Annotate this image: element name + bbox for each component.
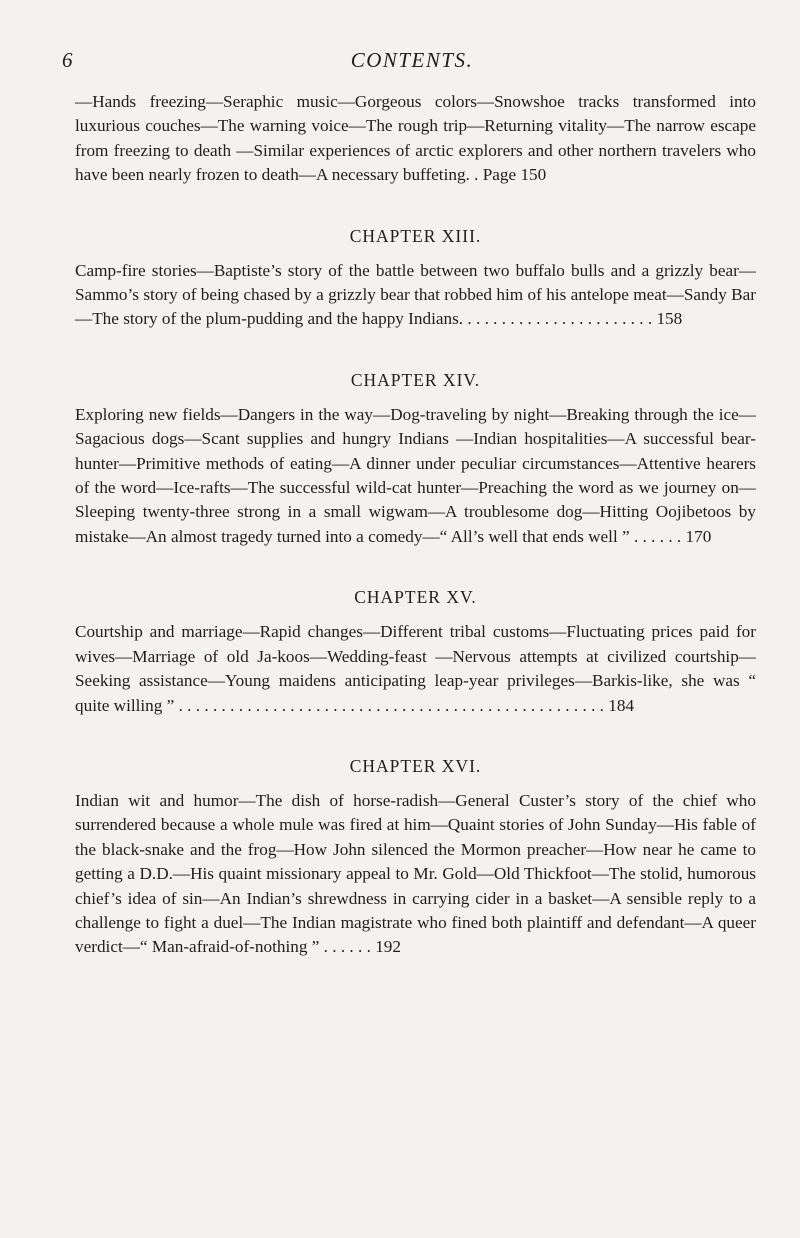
- chapter-heading: CHAPTER XIV.: [350, 369, 481, 390]
- entry-page-number: 170: [685, 526, 712, 546]
- chapter-summary: [75, 90, 756, 188]
- page-number: 6: [62, 48, 73, 72]
- chapter-entry-xiii: [75, 225, 756, 332]
- chapter-heading: CHAPTER XV.: [354, 587, 477, 608]
- summary-text: Camp-fire stories—Baptiste’s story of the battle between two buffalo bulls and a grizzly bear—Sammo’s story of being chased by a grizzly bear that robbed him of his antelope meat—Sandy Bar—The story of the plum-pudding and the happy Indians. . . . . . . . . . . . . . . . . . . . . . .: [75, 260, 756, 329]
- chapter-heading: CHAPTER XVI.: [349, 755, 482, 776]
- entry-page-number: 158: [656, 309, 683, 329]
- running-title: CONTENTS.: [350, 48, 474, 72]
- summary-text: Courtship and marriage—Rapid changes—Different tribal customs—Fluctuating prices paid for wives—Marriage of old Ja-koos—Wedding-feast —Nervous attempts at civilized courtship—Seeking assistance—Young maidens anticipating leap-year privileges—Barkis-like, she was “ quite willing ” . . . . . . . . . . . . . . . . . . . . . . . . . . . . . . . . . . . . . . . . . . . . . . . . . .: [75, 622, 756, 715]
- chapter-entry-xv: [75, 586, 756, 718]
- chapter-summary: [75, 403, 756, 549]
- page-header: [62, 48, 762, 78]
- summary-text: Exploring new fields—Dangers in the way—Dog-traveling by night—Breaking through the ice—Sagacious dogs—Scant supplies and hungry Indians —Indian hospitalities—A successful bear-hunter—Primitive methods of eating—A dinner under peculiar circumstances—Attentive hearers of the word—Ice-rafts—The successful wild-cat hunter—Preaching the word as we journey on—Sleeping twenty-three strong in a small wigwam—A troublesome dog—Hitting Oojibetoos by mistake—An almost tragedy turned into a comedy—“ All’s well that ends well ” . . . . . .: [75, 404, 756, 546]
- entry-page-number: 192: [375, 937, 401, 957]
- chapter-heading: CHAPTER XIII.: [349, 225, 482, 246]
- summary-text: —Hands freezing—Seraphic music—Gorgeous colors—Snowshoe tracks transformed into luxurious couches—The warning voice—The rough trip—Returning vitality—The narrow escape from freezing to death —Similar experiences of arctic explorers and other northern travelers who have been nearly frozen to death—A necessary buffeting. . Page: [75, 92, 756, 185]
- summary-text: Indian wit and humor—The dish of horse-radish—General Custer’s story of the chief who surrendered because a whole mule was fired at him—Quaint stories of John Sunday—His fable of the black-snake and the frog—How John silenced the Mormon preacher—How near he came to getting a D.D.—His quaint missionary appeal to Mr. Gold—Old Thickfoot—The stolid, humorous chief’s idea of sin—An Indian’s shrewdness in carrying cider in a basket—A sensible reply to a challenge to fight a duel—The Indian magistrate who fined both plaintiff and defendant—A queer verdict—“ Man-afraid-of-nothing ” . . . . . .: [75, 790, 756, 957]
- entry-page-number: 184: [608, 695, 635, 715]
- chapter-entry-xvi: [75, 755, 756, 960]
- entry-page-number: 150: [520, 165, 547, 185]
- chapter-entry-continued: [75, 90, 756, 188]
- chapter-entry-xiv: [75, 369, 756, 549]
- chapter-summary: [75, 259, 756, 332]
- chapter-summary: [75, 789, 756, 960]
- chapter-summary: [75, 620, 756, 718]
- contents-list: [75, 90, 756, 960]
